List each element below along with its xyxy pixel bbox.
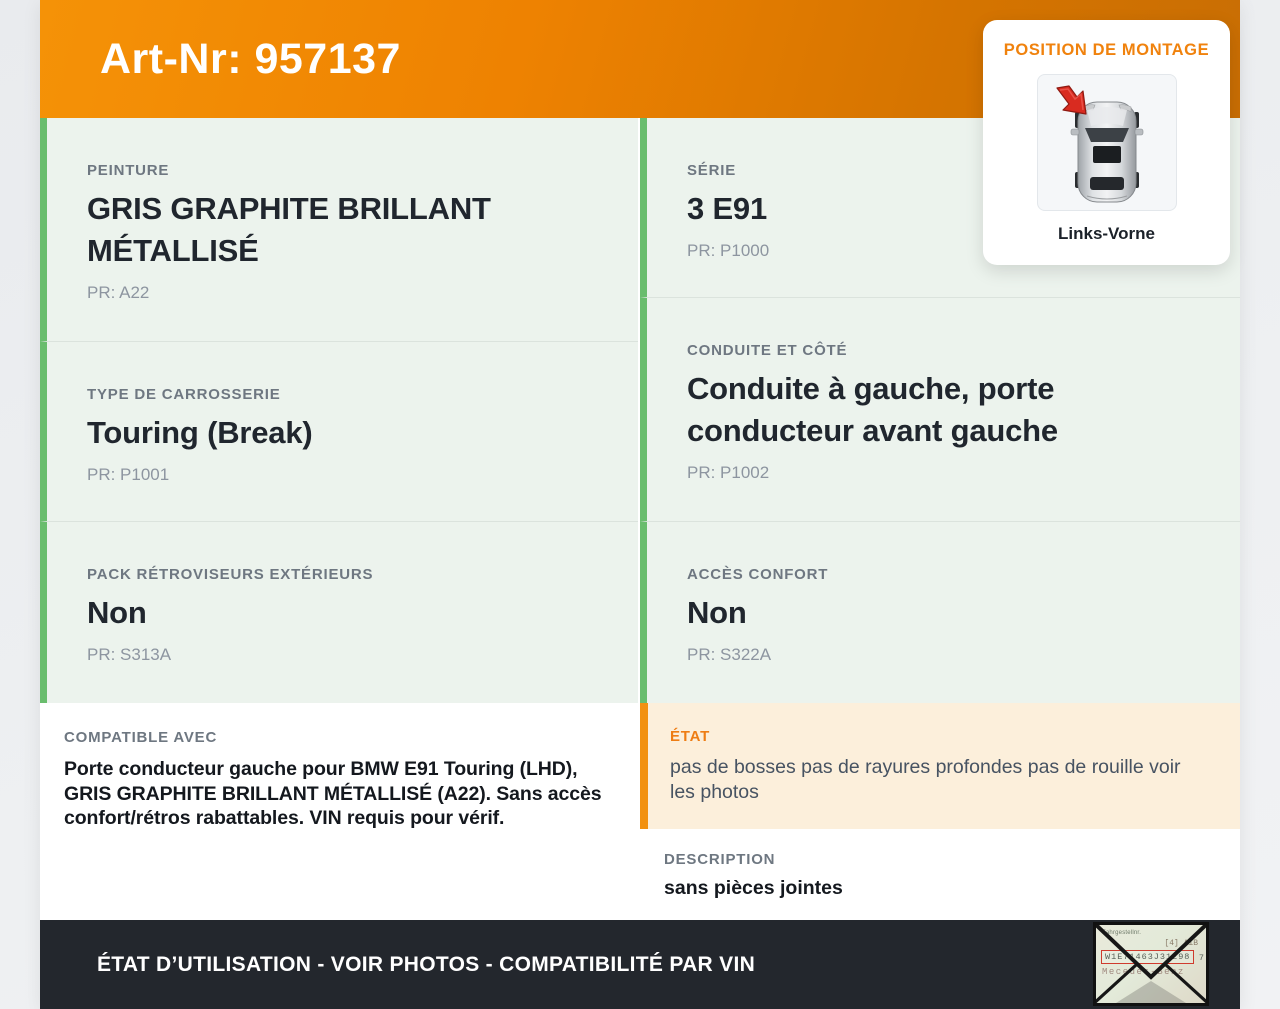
- spec-label: PACK RÉTROVISEURS EXTÉRIEURS: [87, 566, 374, 583]
- description-label: DESCRIPTION: [664, 851, 776, 868]
- spec-value: Non: [687, 595, 747, 630]
- spec-label: ACCÈS CONFORT: [687, 566, 829, 583]
- registration-brand: Mecedes-Benz: [1102, 967, 1185, 977]
- registration-code: [4] AiB: [1164, 939, 1198, 948]
- compatible-section: [40, 703, 638, 920]
- spec-value: Non: [87, 595, 147, 630]
- spec-pr-code: PR: A22: [87, 282, 150, 302]
- spec-card-carrosserie: [40, 341, 638, 521]
- footer-text: ÉTAT D’UTILISATION - VOIR PHOTOS - COMPATIBILITÉ PAR VIN: [97, 952, 756, 976]
- car-top-view-image: [1047, 80, 1167, 205]
- spec-column-left: [40, 118, 638, 703]
- spec-pr-code: PR: P1001: [87, 464, 170, 484]
- spec-card-retroviseurs: [40, 521, 638, 703]
- registration-document-photo[interactable]: [1093, 922, 1209, 1006]
- spec-card-acces-confort: [640, 521, 1240, 703]
- vin-highlight-box: W1E71463J31298: [1101, 950, 1194, 964]
- mounting-position-title: POSITION DE MONTAGE: [1003, 41, 1210, 59]
- etat-label: ÉTAT: [670, 728, 711, 745]
- car-image-frame: [1037, 74, 1177, 211]
- spec-label: TYPE DE CARROSSERIE: [87, 386, 281, 403]
- spec-pr-code: PR: P1000: [687, 240, 770, 260]
- spec-card-peinture: [40, 118, 638, 341]
- spec-label: CONDUITE ET CÔTÉ: [687, 342, 848, 359]
- spec-pr-code: PR: S322A: [687, 644, 772, 664]
- envelope-cross-icon: [1096, 925, 1206, 1003]
- bottom-sections: [40, 703, 1240, 920]
- compatible-text: Porte conducteur gauche pour BMW E91 Touring (LHD), GRIS GRAPHITE BRILLANT MÉTALLISÉ (A22). Sans accès confort/rétros rabattables. VIN requis pour vérif.: [64, 758, 602, 830]
- spec-card-conduite: [640, 297, 1240, 521]
- bottom-right-column: [640, 703, 1240, 920]
- etat-section: [640, 703, 1240, 829]
- description-text: sans pièces jointes: [664, 877, 843, 899]
- spec-pr-code: PR: P1002: [687, 462, 770, 482]
- spec-value: Conduite à gauche, porte conducteur avant gauche: [687, 371, 1058, 448]
- spec-value: GRIS GRAPHITE BRILLANT MÉTALLISÉ: [87, 191, 491, 268]
- footer-bar: [40, 920, 1240, 1009]
- red-arrow-icon: [1057, 86, 1086, 114]
- spec-value: 3 E91: [687, 191, 768, 226]
- vin-suffix: 7: [1198, 953, 1204, 963]
- registration-label: Fahrgestellnr.: [1102, 930, 1142, 936]
- compatible-label: COMPATIBLE AVEC: [64, 729, 218, 746]
- mounting-position-caption: Links-Vorne: [1058, 224, 1155, 243]
- spec-label: PEINTURE: [87, 162, 170, 179]
- etat-text: pas de bosses pas de rayures profondes pas de rouille voir les photos: [670, 756, 1181, 803]
- page-title: Art-Nr: 957137: [100, 34, 401, 83]
- spec-label: SÉRIE: [687, 162, 737, 179]
- spec-value: Touring (Break): [87, 415, 313, 450]
- description-section: [640, 829, 1240, 920]
- product-sheet: [40, 0, 1240, 1009]
- spec-pr-code: PR: S313A: [87, 644, 172, 664]
- mounting-position-card: [983, 20, 1230, 265]
